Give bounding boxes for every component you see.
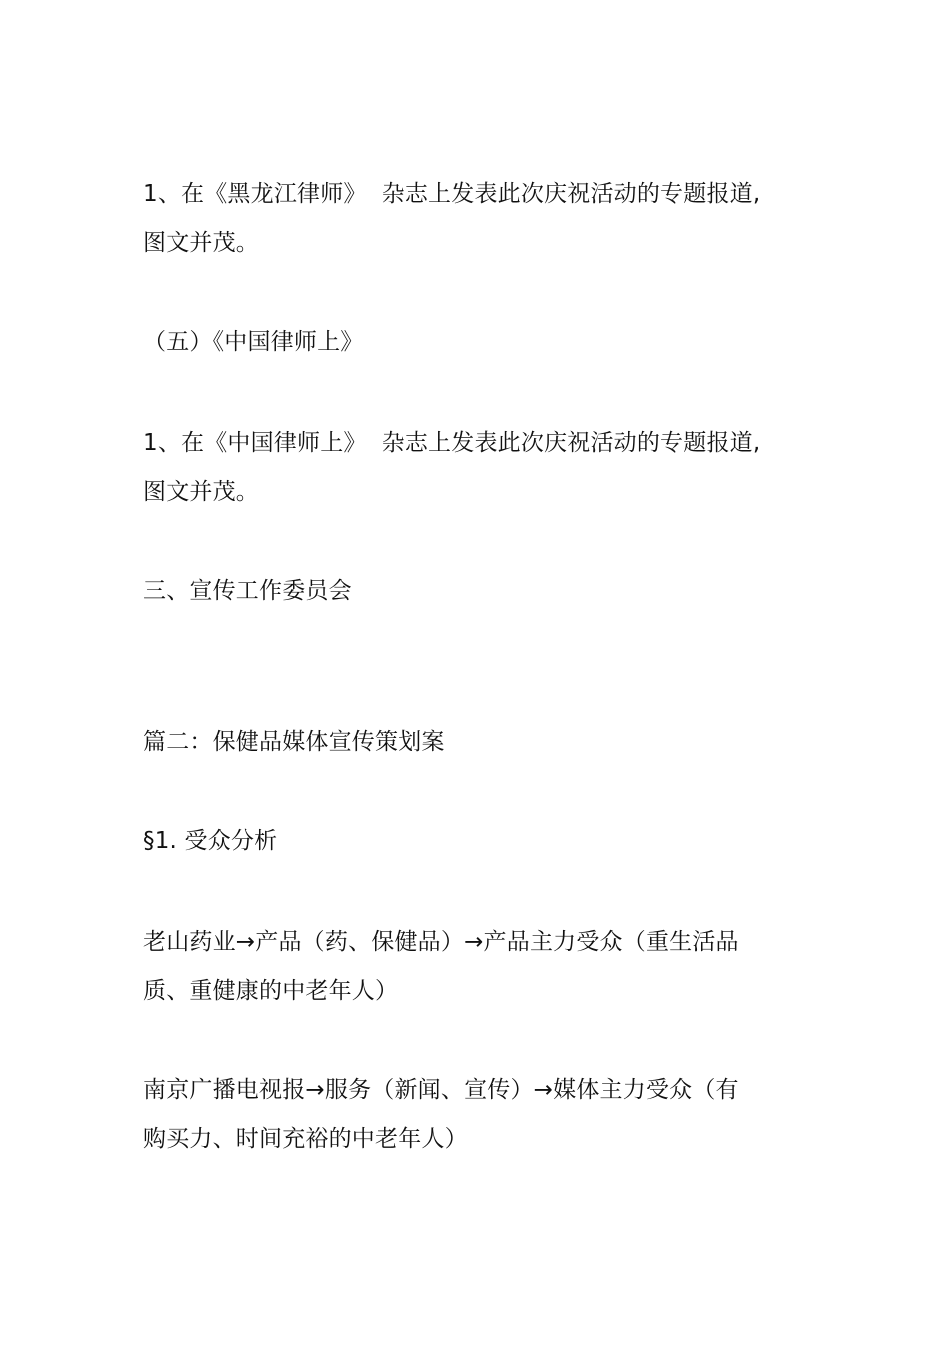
chapter-title: 篇二：保健品媒体宣传策划案	[143, 729, 445, 755]
section-heading: §1. 受众分析	[143, 828, 278, 854]
section-heading: 三、宣传工作委员会	[143, 578, 352, 604]
paragraph-line: 图文并茂。	[143, 230, 259, 256]
paragraph-line: 质、重健康的中老年人）	[143, 978, 399, 1004]
section-heading: （五）《中国律师上》	[143, 329, 364, 355]
paragraph-line: 1、在《黑龙江律师》 杂志上发表此次庆祝活动的专题报道,	[143, 181, 761, 207]
paragraph-line: 1、在《中国律师上》 杂志上发表此次庆祝活动的专题报道,	[143, 430, 761, 456]
paragraph-line: 购买力、时间充裕的中老年人）	[143, 1126, 468, 1152]
paragraph-line: 老山药业→产品（药、保健品）→产品主力受众（重生活品	[143, 929, 739, 955]
paragraph-line: 南京广播电视报→服务（新闻、宣传）→媒体主力受众（有	[143, 1077, 739, 1103]
paragraph-line: 图文并茂。	[143, 479, 259, 505]
